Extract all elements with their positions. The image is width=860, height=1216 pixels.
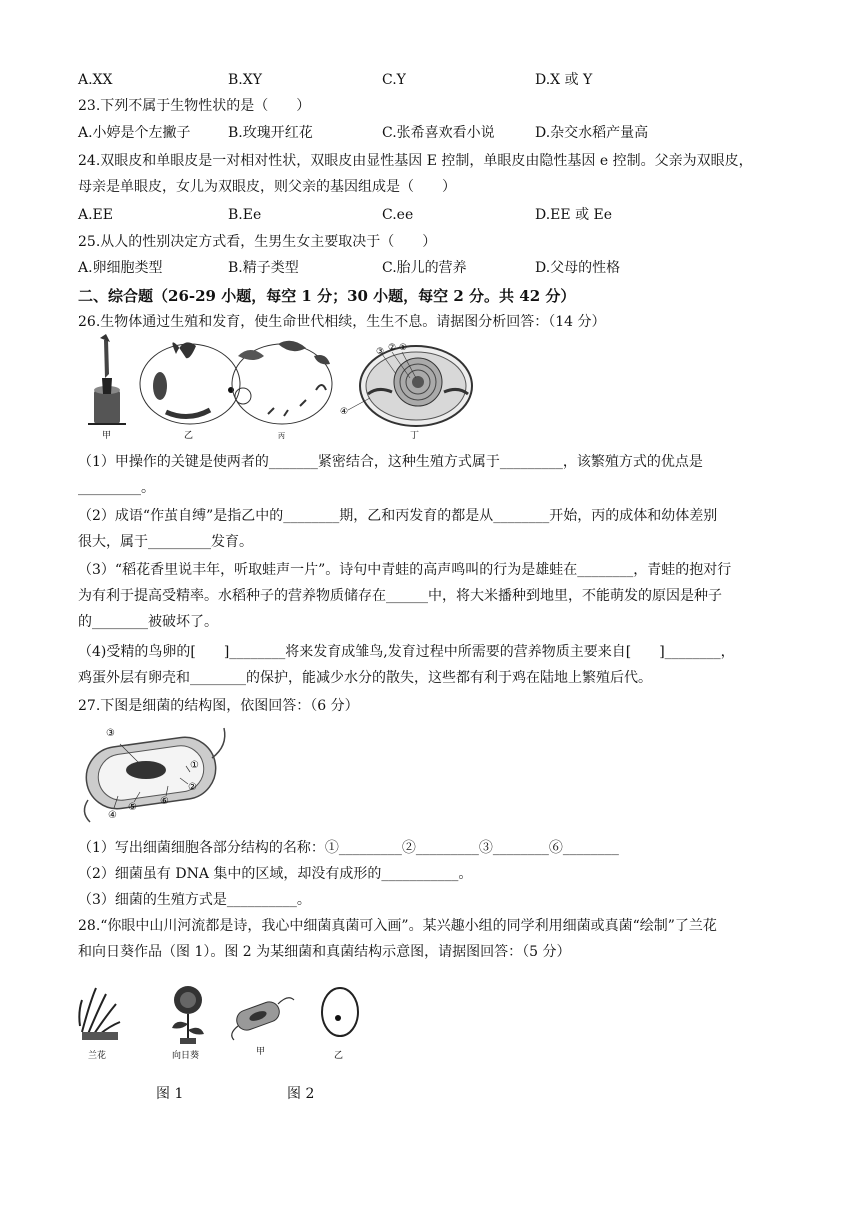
- q24-stem-line2: 母亲是单眼皮，女儿为双眼皮，则父亲的基因组成是（ ）: [78, 179, 456, 195]
- frog-cycle-illustration: [232, 341, 332, 424]
- q27-part1: （1）写出细菌细胞各部分结构的名称：①_________②_________③________⑥________: [78, 840, 619, 856]
- q24-option-b: B.Ee: [228, 207, 262, 223]
- q22-option-a: A.XX: [78, 72, 113, 88]
- q26-part4-line1: （4)受精的鸟卵的[ ]________将来发育成雏鸟,发育过程中所需要的营养物质主要来自[ ]________，: [78, 644, 735, 660]
- bacterium-jia-illustration: [232, 998, 294, 1040]
- egg-label-2: ②: [388, 343, 397, 353]
- bact-label-4: ④: [108, 810, 117, 821]
- yeast-yi-illustration: [322, 988, 358, 1036]
- bact-label-5: ⑤: [128, 802, 137, 813]
- bact-label-3: ③: [106, 728, 115, 739]
- q25-option-c: C.胎儿的营养: [382, 260, 467, 276]
- q26-part1-line2: _________。: [78, 480, 155, 496]
- egg-label-4: ④: [340, 407, 349, 417]
- orchid-illustration: [79, 988, 120, 1040]
- q22-option-d: D.X 或 Y: [535, 72, 593, 88]
- q26-part4-line2: 鸡蛋外层有卵壳和________的保护，能减少水分的散失，这些都有利于鸡在陆地上繁殖后代。: [78, 670, 652, 686]
- q25-option-b: B.精子类型: [228, 260, 299, 276]
- q26-part2-line1: （2）成语“作茧自缚”是指乙中的________期，乙和丙发育的都是从________开始，丙的成体和幼体差别: [78, 508, 718, 524]
- q26-part3-line3: 的________被破坏了。: [78, 614, 218, 630]
- q26-part3-line1: （3）“稻花香里说丰年，听取蛙声一片”。诗句中青蛙的高声鸣叫的行为是雄蛙在________，青蛙的抱对行: [78, 562, 732, 578]
- q27-bacteria-figure: [78, 718, 248, 828]
- fig2-label-jia: 甲: [256, 1047, 266, 1057]
- q28-figures: [76, 982, 376, 1072]
- fig-label-jia: 甲: [102, 431, 112, 441]
- q28-stem-line2: 和向日葵作品（图 1）。图 2 为某细菌和真菌结构示意图，请据图回答：（5 分）: [78, 944, 571, 960]
- q23-option-b: B.玫瑰开红花: [228, 125, 313, 141]
- q24-option-c: C.ee: [382, 207, 414, 223]
- q22-option-c: C.Y: [382, 72, 406, 88]
- q26-part2-line2: 很大，属于_________发育。: [78, 534, 253, 550]
- fig2-label-yi: 乙: [334, 1051, 344, 1061]
- silkworm-cycle-illustration: [140, 342, 240, 424]
- q23-stem: 23.下列不属于生物性状的是（ ）: [78, 98, 311, 114]
- section2-heading: 二、综合题（26-29 小题，每空 1 分；30 小题，每空 2 分。共 42 分）: [78, 287, 576, 305]
- q24-option-a: A.EE: [78, 207, 113, 223]
- bact-label-2: ②: [188, 782, 197, 793]
- fig1-caption: 图 1: [156, 1086, 184, 1102]
- bird-egg-illustration: [348, 346, 472, 426]
- q22-option-b: B.XY: [228, 72, 262, 88]
- fig2-caption: 图 2: [287, 1086, 315, 1102]
- q25-stem: 25.从人的性别决定方式看，生男生女主要取决于（ ）: [78, 234, 437, 250]
- q28-stem-line1: 28.“你眼中山川河流都是诗，我心中细菌真菌可入画”。某兴趣小组的同学利用细菌或真菌“绘制”了兰花: [78, 918, 717, 934]
- q27-part3: （3）细菌的生殖方式是__________。: [78, 892, 311, 908]
- bact-label-6: ⑥: [160, 796, 169, 807]
- q26-stem: 26.生物体通过生殖和发育，使生命世代相续，生生不息。请据图分析回答：（14 分）: [78, 314, 606, 330]
- fig1-label-orchid: 兰花: [88, 1051, 107, 1061]
- q26-figure: [78, 334, 478, 444]
- fig1-label-sunflower: 向日葵: [172, 1051, 200, 1061]
- q24-option-d: D.EE 或 Ee: [535, 207, 613, 223]
- sunflower-illustration: [172, 986, 204, 1044]
- fig-label-bing: 丙: [278, 432, 285, 440]
- fig-label-ding: 丁: [410, 431, 420, 441]
- q27-part2: （2）细菌虽有 DNA 集中的区域，却没有成形的___________。: [78, 866, 473, 882]
- grafting-illustration: [88, 334, 126, 424]
- q26-part1-line1: （1）甲操作的关键是使两者的_______紧密结合，这种生殖方式属于_________，该繁殖方式的优点是: [78, 454, 703, 470]
- q23-option-a: A.小婷是个左撇子: [78, 125, 191, 141]
- fig-label-yi: 乙: [184, 431, 194, 441]
- bact-label-1: ①: [190, 760, 199, 771]
- q24-stem-line1: 24.双眼皮和单眼皮是一对相对性状，双眼皮由显性基因 E 控制，单眼皮由隐性基因 e 控制。父亲为双眼皮，: [78, 153, 753, 169]
- q27-stem: 27.下图是细菌的结构图，依图回答：（6 分）: [78, 698, 359, 714]
- egg-label-1: ①: [399, 343, 408, 353]
- q26-part3-line2: 为有利于提高受精率。水稻种子的营养物质储存在______中，将大米播种到地里，不能萌发的原因是种子: [78, 588, 722, 604]
- q25-option-d: D.父母的性格: [535, 260, 621, 276]
- egg-label-3: ③: [376, 347, 385, 357]
- q25-option-a: A.卵细胞类型: [78, 260, 163, 276]
- bacterium-illustration: [82, 728, 224, 822]
- q23-option-c: C.张希喜欢看小说: [382, 125, 495, 141]
- q23-option-d: D.杂交水稻产量高: [535, 125, 649, 141]
